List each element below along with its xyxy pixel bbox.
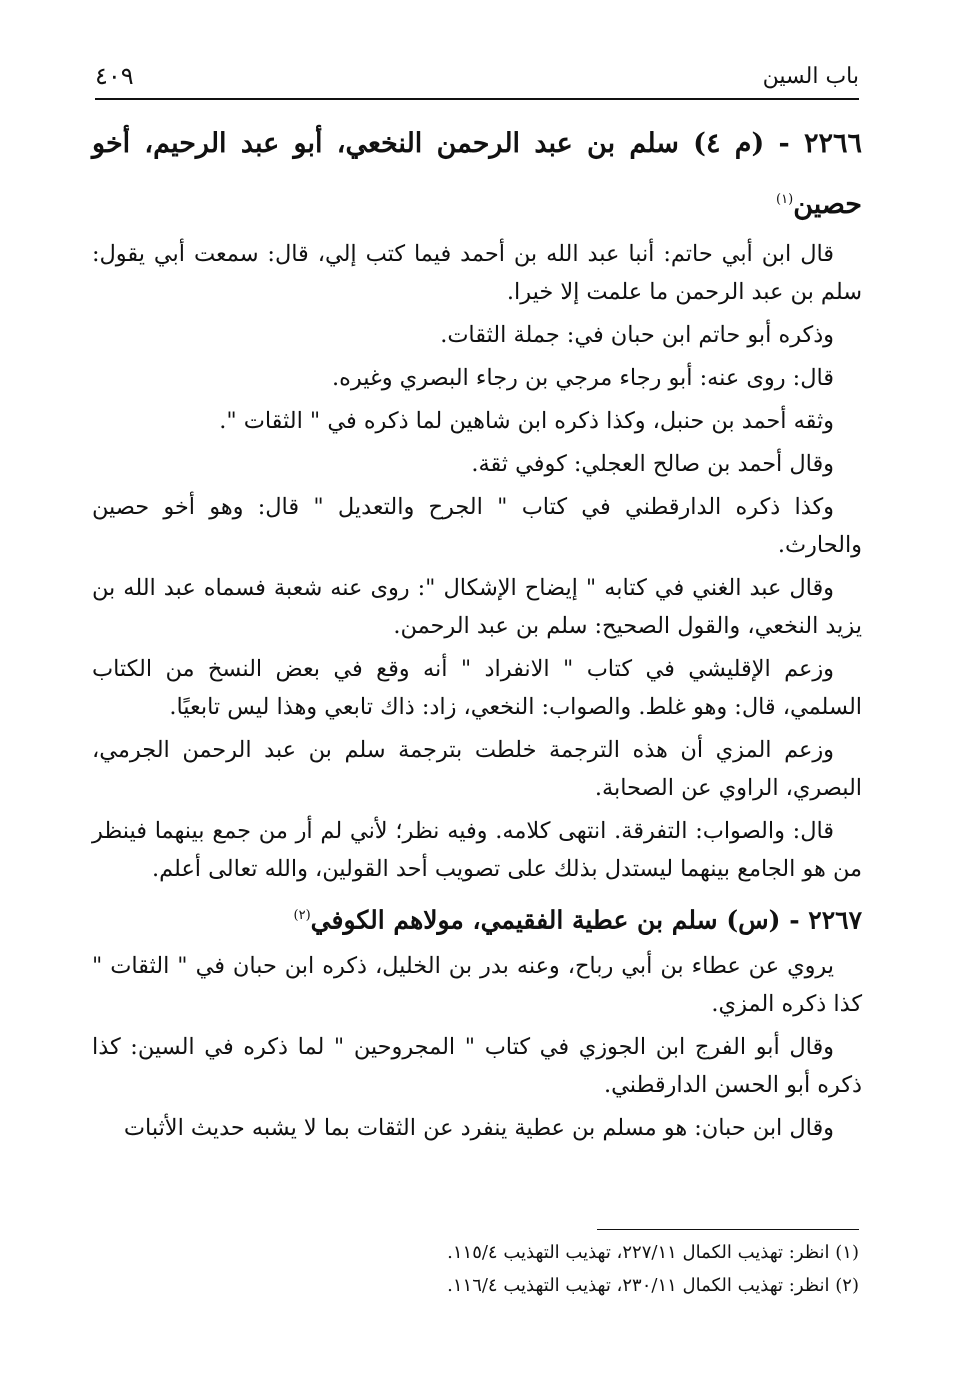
paragraph: وقال ابن حبان: هو مسلم بن عطية ينفرد عن الثقات بما لا يشبه حديث الأثبات <box>123 1115 834 1142</box>
page-number: ٤٠٩ <box>95 62 134 90</box>
paragraph: قال: والصواب: التفرقة. انتهى كلامه. وفيه نظر؛ لأني لم أر من جمع بينهما فينظر من هو الجامع بينهما ليستدل بذلك على تصويب أحد القولين، والله تعالى أعلم. <box>92 818 862 882</box>
paragraph: قال: روى عنه: أبو رجاء مرجي بن رجاء البصري وغيره. <box>332 365 834 391</box>
footnotes <box>95 1236 859 1302</box>
running-header <box>95 62 859 100</box>
paragraph: وثقه أحمد بن حنبل، وكذا ذكره ابن شاهين لما ذكره في " الثقات ". <box>219 408 834 434</box>
paragraph: وكذا ذكره الدارقطني في كتاب " الجرح والتعديل " قال: وهو أخو حصين والحارث. <box>92 494 862 558</box>
entry-heading-text: ٢٢٦٦ - (م ٤) سلم بن عبد الرحمن النخعي، أبو عبد الرحيم، أخو حصين <box>92 128 862 220</box>
paragraph: يروي عن عطاء بن أبي رباح، وعنه بدر بن الخليل، ذكره ابن حبان في " الثقات " كذا ذكره المزي. <box>92 953 862 1018</box>
paragraph: وقال أبو الفرج ابن الجوزي في كتاب " المجروحين " لما ذكره في السين: كذا ذكره أبو الحسن الدارقطني. <box>92 1034 862 1099</box>
footnote-divider <box>597 1229 859 1230</box>
footnote-reference: (٢) <box>293 908 311 923</box>
footnote: (٢) انظر: تهذيب الكمال ٢٣٠/١١، تهذيب التهذيب ١١٦/٤. <box>447 1275 859 1296</box>
paragraph: وذكره أبو حاتم ابن حبان في: جملة الثقات. <box>440 322 834 348</box>
running-title: باب السين <box>762 64 859 89</box>
paragraph: وزعم المزي أن هذه الترجمة خلطت بترجمة سلم بن عبد الرحمن الجرمي، البصري، الراوي عن الصحابة. <box>92 737 862 801</box>
paragraph: وزعم الإقليشي في كتاب " الانفراد " أنه وقع في بعض النسخ من الكتاب السلمي، قال: وهو غلط. والصواب: النخعي، زاد: ذاك تابعي وهذا ليس تابعيًا. <box>92 656 862 720</box>
paragraph: قال ابن أبي حاتم: أنبا عبد الله بن أحمد فيما كتب إلي، قال: سمعت أبي يقول: سلم بن عبد الرحمن ما علمت إلا خيرا. <box>92 241 862 305</box>
paragraph: وقال عبد الغني في كتابه " إيضاح الإشكال ": روى عنه شعبة فسماه عبد الله بن يزيد النخعي، والقول الصحيح: سلم بن عبد الرحمن. <box>92 575 862 639</box>
entry-heading-text: ٢٢٦٧ - (س) سلم بن عطية الفقيمي، مولاهم الكوفي <box>310 905 862 935</box>
paragraph: وقال أحمد بن صالح العجلي: كوفي ثقة. <box>471 451 834 477</box>
main-text <box>92 116 862 1152</box>
entry-heading-2267 <box>92 893 862 943</box>
entry-heading-2266 <box>92 116 862 233</box>
footnote: (١) انظر: تهذيب الكمال ٢٢٧/١١، تهذيب التهذيب ١١٥/٤. <box>447 1242 859 1263</box>
footnote-reference: (١) <box>776 192 794 207</box>
